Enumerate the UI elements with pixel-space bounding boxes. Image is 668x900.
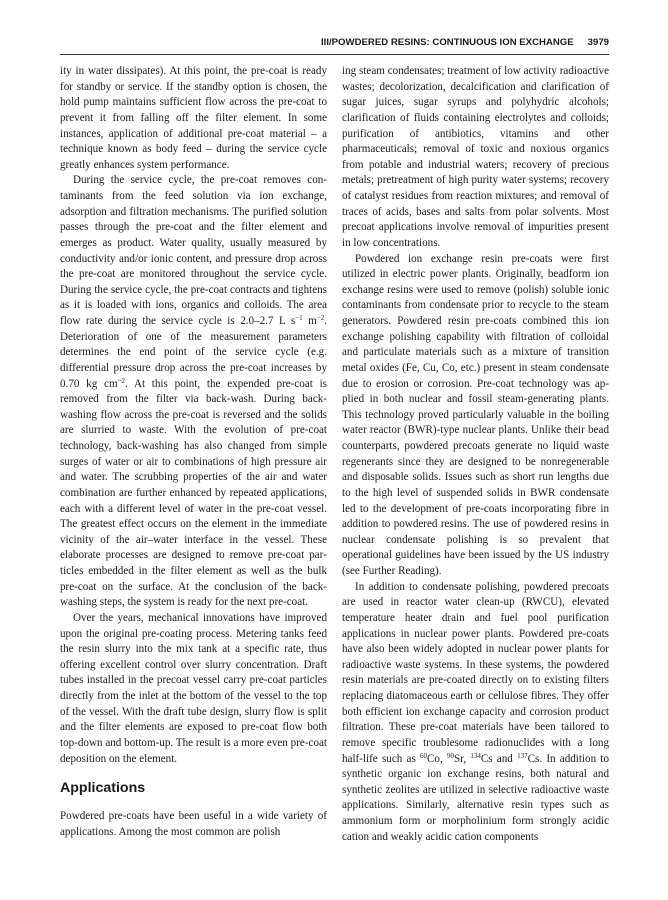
- superscript: −2: [117, 376, 126, 385]
- text-run: Co,: [427, 752, 447, 765]
- superscript: 137: [517, 751, 528, 760]
- paragraph: Over the years, mechanical innovations have improved upon the original pre-coating process. Metering tanks feed the resin slurry into the mix tank at a specific rate, thus offering excellent control over slurry concentration. Draft tubes installed in the precoat vessel carry pre-coat particles directly from the inlet at the bottom of the vessel to the top of the vessel. With the draft tube design, slurry flow is split and the filter elements are exposed to pre-coat flow both top-down and bottom-up. The result is a more even pre-coat deposition on the element.: [60, 611, 327, 765]
- text-run: . Deterioration of one of the measurement parameters determines the end point of the service cycle (e.g. differential pressure drop across the pre-coat increases by 0.70 kg cm: [60, 315, 327, 390]
- paragraph: [342, 580, 609, 846]
- superscript: 90: [446, 751, 454, 760]
- text-run: . At this point, the expended pre-coat is removed from the filter via back-wash. During backwashing flow across the pre-coat is reversed and the solids are slurried to waste. With the evolution of pre-coat technology, back-washing has also changed from simple surges of water or air to combinations of high pressure air and water. The scrubbing properties of the air and water combination are further enhanced by repeated applications, each with a different level of water in the pre-coat vessel. The greatest effect occurs on the element in the immediate vicinity of the air–water interface in the vessel. These elaborate processes are designed to remove pre-coat particles embedded in the filter element as well as the bulk pre-coat on the surface. At the conclusion of the back-washing steps, the system is ready for the next pre-coat.: [60, 377, 327, 609]
- paragraph: [60, 173, 327, 611]
- text-run: Sr,: [453, 752, 471, 765]
- text-run: Cs. In addition to synthetic organic ion exchange resins, both natural and synthetic zeolites are utilized in selective radioactive waste applications. Similarly, alternative resin types such as ammonium form or morpholinium form strongly acidic cation and weakly acidic cation components: [342, 752, 610, 843]
- superscript: 60: [420, 751, 427, 760]
- paragraph: Powdered pre-coats have been useful in a wide variety of applications. Among the most common are polish: [60, 810, 327, 838]
- text-run: Cs and: [480, 752, 518, 765]
- superscript: −1: [295, 314, 303, 322]
- paragraph: ing steam condensates; treatment of low activity radioactive wastes; decolorization, decalcification and clarification of sugar juices, sugar syrups and polyhydric alcohols; clarification of fluids containing electrolytes and colloids; purification of antibiotics, vitamins and other pharmaceuticals; removal of toxic and noxious organics from potable and industrial waters; recovery of precious metals; pretreatment of high purity water systems; recovery of catalyst residues from reaction mixtures; and removal of traces of acids, bases and salts from polar solvents. Most precoat applications involve removal of impurities present in low concentrations.: [342, 65, 609, 249]
- superscript: 134: [470, 751, 481, 760]
- text-run: During the service cycle, the pre-coat removes contaminants from the feed solution via ion exchange, adsorption and filtration mechanisms. The purified solution passes through the pre-coat and the filter element and emerges as product. Water quality, usually measured by conductivity and/or ionic content, and pressure drop across the pre-coat are monitored throughout the service cycle. During the service cycle, the pre-coat contracts and tightens as it is loaded with ions, organics and colloids. The area flow rate during the service cycle is 2.0–2.7 L s: [60, 174, 327, 327]
- page-number: 3979: [587, 37, 609, 48]
- left-column: [60, 64, 327, 840]
- text-run: In addition to condensate polishing, powdered precoats are used in reactor water clean-up (RWCU), elevated temperature heater drain and fuel pool purification applications in nuclear power plants. Powdered pre-coats have also been widely adopted in nuclear power plants for radioactive waste systems. In these systems, the powdered resin materials are pre-coated directly on to existing filters replacing diatomaceous earth or cellulose fibres. They offer both efficient ion exchange capacity and corrosion product filtration. These pre-coat materials have been tailored to remove specific troublesome radionuclides with a long half-life such as: [342, 580, 609, 765]
- running-header: [60, 37, 609, 51]
- right-column: [342, 64, 609, 845]
- superscript: −2: [316, 314, 325, 322]
- header-rule: [60, 54, 609, 55]
- paragraph: Powdered ion exchange resin pre-coats were first utilized in electric power plants. Originally, beadform ion exchange resins were used to remove (polish) soluble ionic contaminants from condensate prior to recycle to the steam generators. Powdered resin pre-coats combined this ion exchange polishing capability with filtration of colloidal and particulate materials such as a mixture of transition metal oxides (Fe, Cu, Co, etc.) present in steam condensate due to erosion or corrosion. Pre-coat technology was applied in both nuclear and fossil steam-generating plants. This technology proved particularly valuable in the boiling water reactor (BWR)-type nuclear plants. Unlike their bead counterparts, powdered precoats generate no liquid waste regenerants since they are designed to be nonregenerable and disposable solids. Issues such as short run lengths due to the high level of suspended solids in BWR condensate led to the development of pre-coats incorporating fibre in addition to powdered resins. The use of powdered resins in nuclear condensate polishing is so prevalent that operational guidelines have been issued by the US industry (see Further Reading).: [342, 252, 609, 577]
- paragraph: ity in water dissipates). At this point, the pre-coat is ready for standby or service. If the standby option is chosen, the hold pump maintains sufficient flow across the pre-coat to prevent it from falling off the filter element. In some instances, application of additional pre-coat material – a technique known as body feed – during the service cycle greatly enhances system performance.: [60, 65, 327, 171]
- running-title: III/POWDERED RESINS: CONTINUOUS ION EXCHANGE: [321, 37, 574, 48]
- text-run: m: [302, 315, 317, 327]
- section-heading: Applications: [60, 780, 146, 797]
